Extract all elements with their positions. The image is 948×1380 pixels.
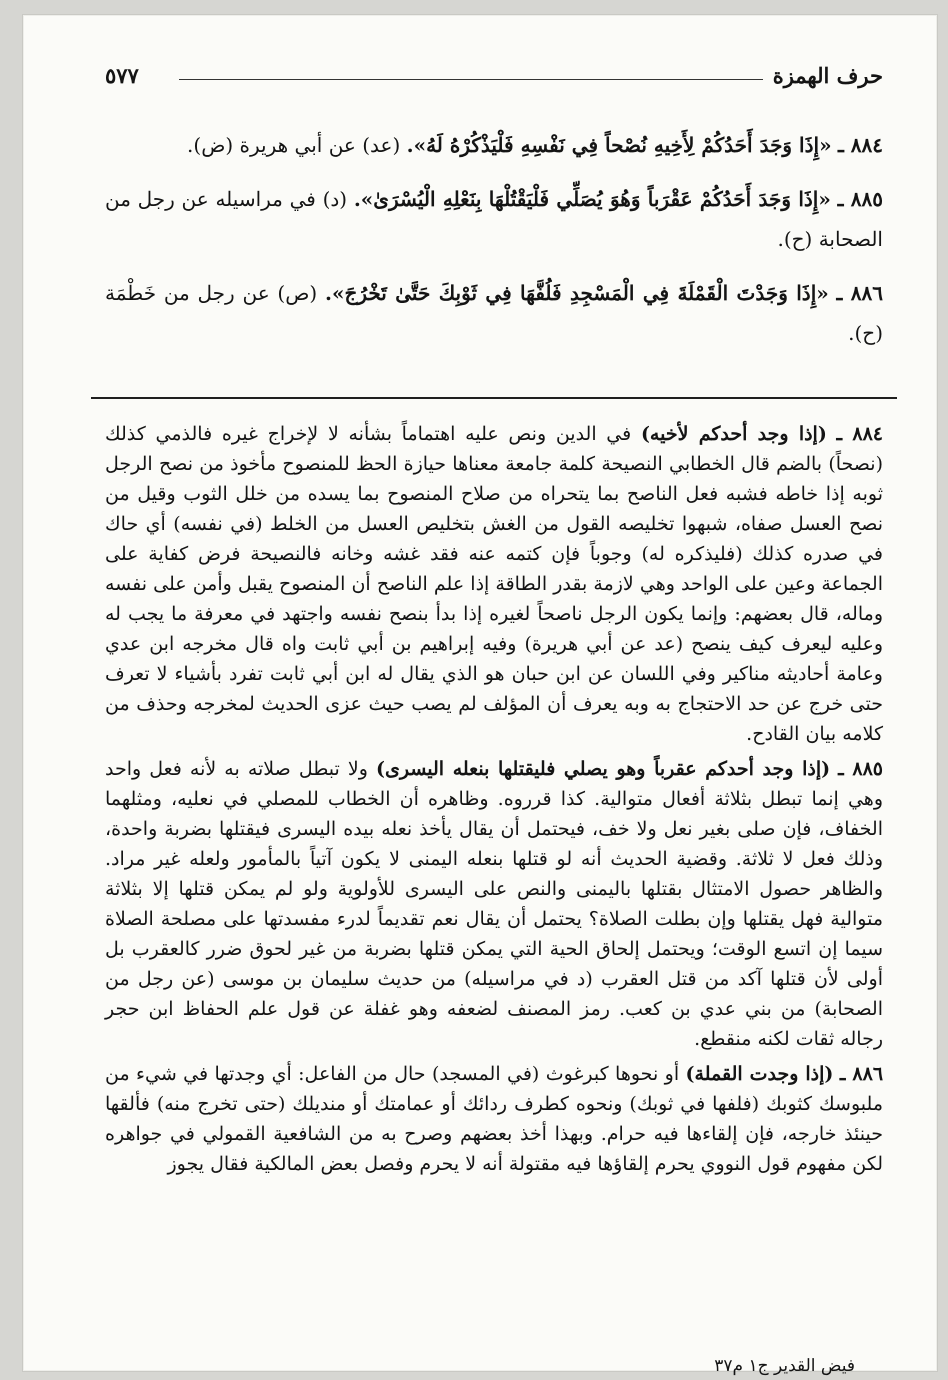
hadith-number: ٨٨٦ ـ (836, 281, 884, 305)
hadith-text: «إِذَا وَجَدْتَ الْقَمْلَةَ فِي الْمَسْجِدِ فَلُفَّهَا فِي ثَوْبِكَ حَتَّىٰ تَخْرُجَ». (324, 281, 829, 305)
hadith-text: «إِذَا وَجَدَ أَحَدُكُمْ لِأَخِيهِ نُصْحاً فِي نَفْسِهِ فَلْيَذْكُرْهُ لَهُ». (406, 133, 832, 157)
hadith-number: ٨٨٥ ـ (837, 187, 884, 211)
hadith-entry (105, 273, 883, 353)
signature-mark: فيض القدير ج١ م٣٧ (714, 1356, 855, 1376)
commentary-paragraph (105, 1059, 883, 1179)
commentary-text: في الدين ونص عليه اهتماماً بشأنه لا لإخراج غيره فالذمي كذلك (نصحاً) بالضم قال الخطابي النصيحة كلمة جامعة معناها حيازة الحظ للمنصوح مأخوذ من نصح الرجل ثوبه إذا خاطه فشبه فعل الناصح بما يتحراه من صلاح المنصوح بما يسده من خلل الثوب وقيل من نصح العسل صفاه، شبهوا تخليصه القول من الغش بتخليص العسل من الخلط (في نفسه) أي حاك في صدره كذلك (فليذكره له) وجوباً فإن كتمه عنه فقد غشه وخانه فالنصيحة فرض كفاية على الجماعة وعين على الواحد وهي لازمة بقدر الطاقة إذا علم الناصح أن المنصوح يقبل وأمن على نفسه وماله، قال بعضهم: وإنما يكون الرجل ناصحاً لغيره إذا بدأ بنصح نفسه واجتهد في معرفة ما يجب له وعليه ليعرف كيف ينصح (عد عن أبي هريرة) وفيه إبراهيم بن أبي ثابت واه قال مخرجه ابن عدي وعامة أحاديثه مناكير وفي اللسان عن ابن حبان هو الذي يقال له ابن أبي ثابت تفرد بأشياء لا تعرف حتى خرج عن حد الاحتجاج به وبه يعرف أن المؤلف لم يصب حيث عزى الحديث لمخرجه وحذف من كلامه بيان القادح. (105, 423, 883, 745)
hadith-entry (105, 125, 883, 165)
commentary-text: ولا تبطل صلاته به لأنه فعل واحد وهي إنما تبطل بثلاثة أفعال متوالية. كذا قرروه. وظاهره أن الخطاب للمصلي في نعليه، ومثلهما الخفاف، فإن صلى بغير نعل ولا خف، فيحتمل أن يقال يأخذ نعله بيده اليسرى فيقتلها بضربة واحدة، وذلك فعل لا ثلاثة. وقضية الحديث أنه لو قتلها بنعله اليمنى لا يكون آتياً بالمأمور ولعله غير مراد. والظاهر حصول الامتثال بقتلها باليمنى والنص على اليسرى للأولوية ولو لم يمكن قتلها إلا بثلاثة متوالية فهل يقتلها وإن بطلت الصلاة؟ يحتمل أن يقال نعم تقديماً لدرء مفسدتها على مصلحة الصلاة سيما إن اتسع الوقت؛ ويحتمل إلحاق الحية التي يمكن قتلها بضربة من غير لحوق ضرر كالعقرب بل أولى لأن قتلها آكد من قتل العقرب (د في مراسيله) من حديث سليمان بن موسى (عن رجل من الصحابة) من بني عدي بن كعب. رمز المصنف لضعفه وهو غفلة عن قول علم الحفاظ ابن حجر رجاله ثقات لكنه منقطع. (105, 758, 883, 1050)
commentary-number: ٨٨٤ ـ (836, 423, 883, 445)
header-rule (179, 79, 763, 80)
hadith-text: «إِذَا وَجَدَ أَحَدُكُمْ عَقْرَباً وَهُوَ يُصَلِّي فَلْيَقْتُلْهَا بِنَعْلِهِ الْيُسْرَىٰ». (353, 187, 831, 211)
commentary-number: ٨٨٦ ـ (839, 1063, 884, 1085)
hadith-entry (105, 179, 883, 259)
section-divider (91, 397, 897, 399)
commentary-lemma: (إذا وجدت القملة) (685, 1063, 834, 1085)
commentary-lemma: (إذا وجد أحدكم عقرباً وهو يصلي فليقتلها بنعله اليسرى) (375, 758, 831, 780)
commentary-number: ٨٨٥ ـ (838, 758, 883, 780)
hadith-section (105, 125, 883, 367)
page-number: ٥٧٧ (105, 63, 139, 88)
hadith-source: (ص) عن رجل من خَطْمَة (ح). (105, 281, 883, 345)
commentary-lemma: (إذا وجد أحدكم لأخيه) (640, 423, 827, 445)
commentary-paragraph (105, 754, 883, 1054)
commentary-text: أو نحوها كبرغوث (في المسجد) حال من الفاعل: أي وجدتها في شيء من ملبوسك كثوبك (فلفها في ثوبك) ونحوه كطرف ردائك أو عمامتك أو منديلك (حتى تخرج منه) فألقها حينئذ خارجه، فإن إلقاءها فيه حرام. وبهذا أخذ بعضهم وصرح به من الشافعية القمولي في جواهره لكن مفهوم قول النووي يحرم إلقاؤها فيه مقتولة أنه لا يحرم وفصل بعض المالكية فقال يجوز (105, 1063, 883, 1175)
commentary-paragraph (105, 419, 883, 749)
hadith-source: (عد) عن أبي هريرة (ض). (187, 133, 401, 157)
page-header (105, 61, 883, 95)
commentary-section (105, 419, 883, 1184)
hadith-source: (د) في مراسيله عن رجل من الصحابة (ح). (105, 187, 883, 251)
hadith-number: ٨٨٤ ـ (837, 133, 883, 157)
book-page (22, 14, 938, 1376)
running-head: حرف الهمزة (772, 63, 883, 88)
